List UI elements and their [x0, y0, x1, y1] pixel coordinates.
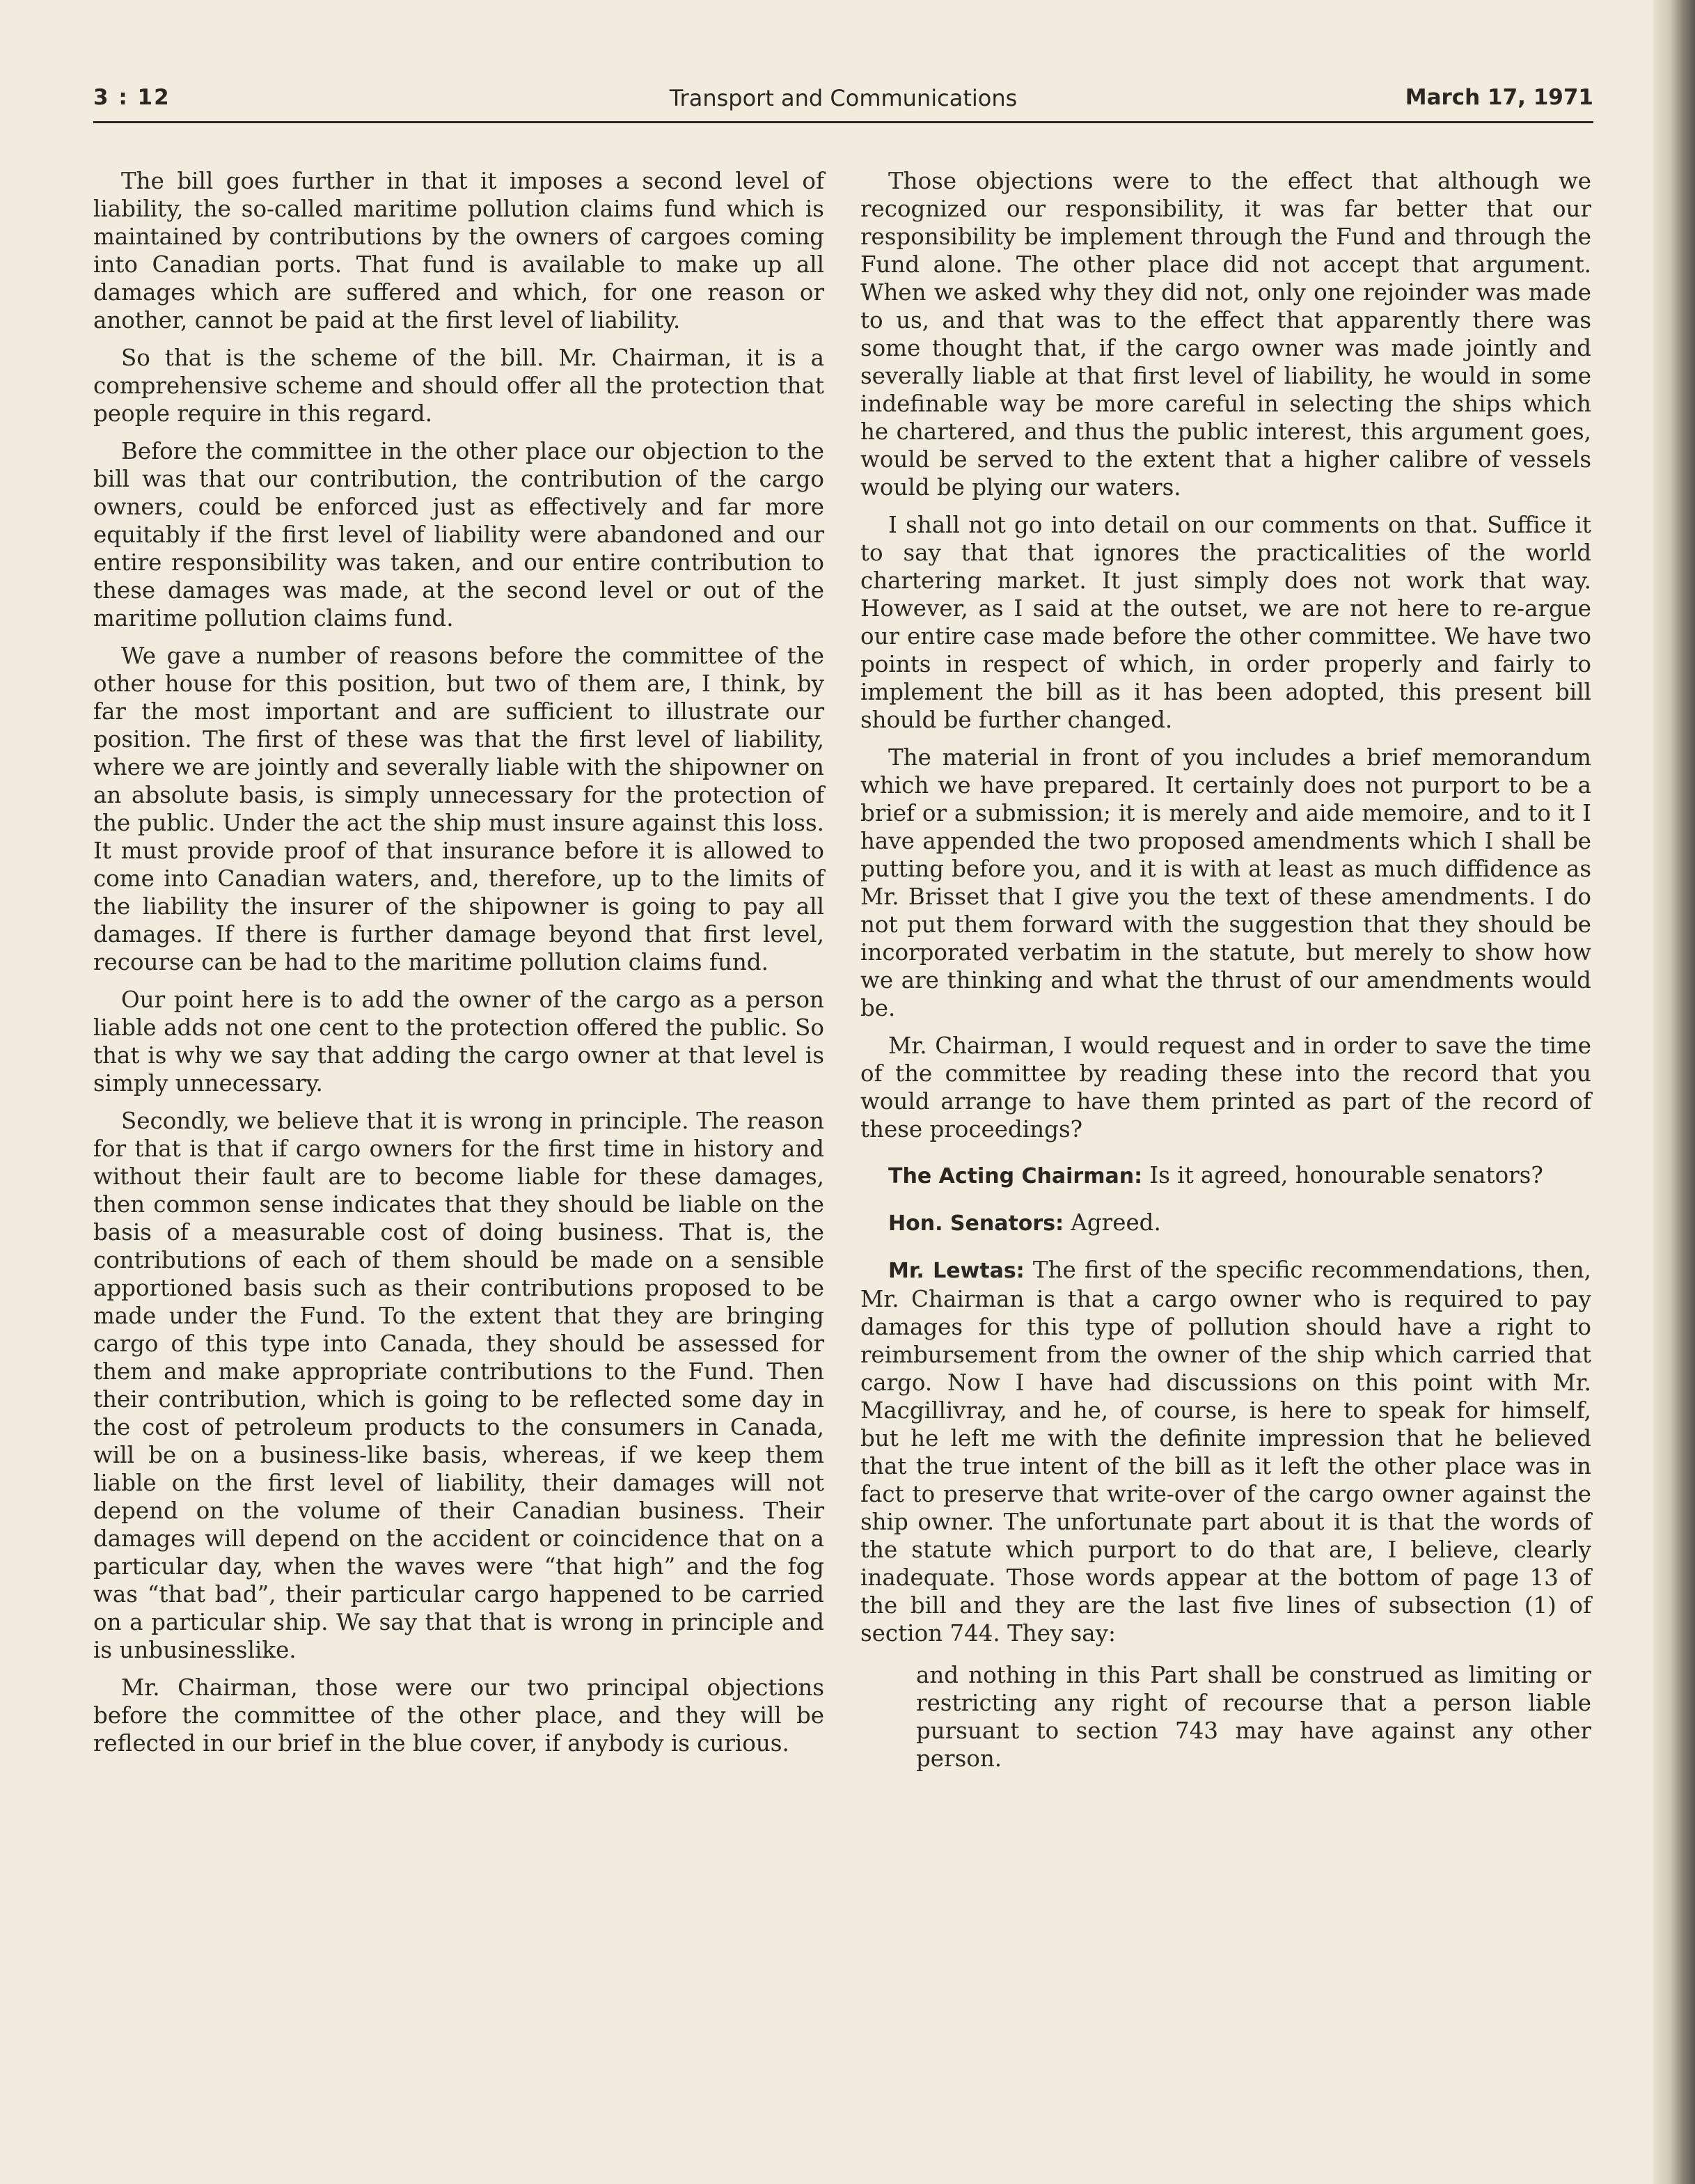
statute-quote: and nothing in this Part shall be construed as limiting or restricting any right of recourse that a person liable pursuant to section 743 may have against any other person. [916, 1662, 1591, 1772]
page-number: 3 : 12 [93, 85, 171, 110]
paragraph: Secondly, we believe that it is wrong in principle. The reason for that is that if cargo owners for the first time in history and without their fault are to become liable for these damages, then common sense indicates that they should be liable on the basis of a measurable cost of doing business. That is, the contributions of each of them should be made on a sensible apportioned basis such as their contributions proposed to be made under the Fund. To the extent that they are bringing cargo of this type into Canada, they should be assessed for them and make appropriate contributions to the Fund. Then their contribution, which is going to be reflected some day in the cost of petroleum products to the consumers in Canada, will be on a business-like basis, whereas, if we keep them liable on the first level of liability, their damages will not depend on the volume of their Canadian business. Their damages will depend on the accident or coincidence that on a particular day, when the waves were “that high” and the fog was “that bad”, their particular cargo happened to be carried on a particular ship. We say that that is wrong in principle and is unbusinesslike. [93, 1108, 824, 1663]
speech-text: The first of the specific recommendations, then, Mr. Chairman is that a cargo owner who is required to pay damages for this type of pollution should have a right to reimbursement from the owner of the ship which carried that cargo. Now I have had discussions on this point with Mr. Macgillivray, and he, of course, is here to speak for himself, but he left me with the definite impression that he believed that the true intent of the bill as it left the other place was in fact to preserve that write-over of the cargo owner against the ship owner. The unfortunate part about it is that the words of the statute which purport to do that are, I believe, clearly inadequate. Those words appear at the bottom of page 13 of the bill and they are the last five lines of subsection (1) of section 744. They say: [860, 1257, 1592, 1647]
speech-text: Is it agreed, honourable senators? [1142, 1162, 1543, 1188]
paragraph: Mr. Chairman, I would request and in order to save the time of the committee by reading these into the record that you would arrange to have them printed as part of the record of these proceedings? [860, 1032, 1591, 1142]
speaker-name: The Acting Chairman: [888, 1164, 1143, 1188]
paragraph: I shall not go into detail on our comments on that. Suffice it to say that that ignores the practicalities of the world chartering market. It just simply does not work that way. However, as I said at the outset, we are not here to re-argue our entire case made before the other committee. We have two points in respect of which, in order properly and fairly to implement the bill as it has been adopted, this present bill should be further changed. [860, 512, 1591, 733]
speaker-name: Mr. Lewtas: [888, 1259, 1025, 1283]
paragraph: The bill goes further in that it imposes a second level of liability, the so-called maritime pollution claims fund which is maintained by contributions by the owners of cargoes coming into Canadian ports. That fund is available to make up all damages which are suffered and which, for one reason or another, cannot be paid at the first level of liability. [93, 168, 824, 333]
speech-hon-senators [860, 1209, 1591, 1238]
page-header [93, 82, 1593, 123]
left-column [93, 167, 824, 1767]
paragraph: Our point here is to add the owner of the cargo as a person liable adds not one cent to the protection offered the public. So that is why we say that adding the cargo owner at that level is simply unnecessary. [93, 987, 824, 1097]
paragraph: Before the committee in the other place our objection to the bill was that our contribution, the contribution of the cargo owners, could be enforced just as effectively and far more equitably if the first level of liability were abandoned and our entire responsibility was taken, and our entire contribution to these damages was made, at the second level or out of the maritime pollution claims fund. [93, 438, 824, 631]
paragraph: So that is the scheme of the bill. Mr. Chairman, it is a comprehensive scheme and should offer all the protection that people require in this regard. [93, 345, 824, 427]
running-title: Transport and Communications [669, 85, 1018, 111]
speech-acting-chairman [860, 1161, 1591, 1191]
paragraph: Mr. Chairman, those were our two principal objections before the committee of the other place, and they will be reflected in our brief in the blue cover, if anybody is curious. [93, 1674, 824, 1757]
paragraph: Those objections were to the effect that although we recognized our responsibility, it was far better that our responsibility be implement through the Fund and through the Fund alone. The other place did not accept that argument. When we asked why they did not, only one rejoinder was made to us, and that was to the effect that apparently there was some thought that, if the cargo owner was made jointly and severally liable at that first level of liability, he would in some indefinable way be more careful in selecting the ships which he chartered, and thus the public interest, this argument goes, would be served to the extent that a higher calibre of vessels would be plying our waters. [860, 168, 1591, 501]
paragraph: The material in front of you includes a brief memorandum which we have prepared. It certainly does not purport to be a brief or a submission; it is merely and aide memoire, and to it I have appended the two proposed amendments which I shall be putting before you, and it is with at least as much diffidence as Mr. Brisset that I give you the text of these amendments. I do not put them forward with the suggestion that they should be incorporated verbatim in the statute, but merely to show how we are thinking and what the thrust of our amendments would be. [860, 744, 1591, 1021]
right-column [860, 167, 1591, 1773]
speaker-name: Hon. Senators: [888, 1211, 1064, 1236]
paragraph: We gave a number of reasons before the committee of the other house for this position, but two of them are, I think, by far the most important and are sufficient to illustrate our position. The first of these was that the first level of liability, where we are jointly and severally liable with the shipowner on an absolute basis, is simply unnecessary for the protection of the public. Under the act the ship must insure against this loss. It must provide proof of that insurance before it is allowed to come into Canadian waters, and, therefore, up to the limits of the liability the insurer of the shipowner is going to pay all damages. If there is further damage beyond that first level, recourse can be had to the maritime pollution claims fund. [93, 643, 824, 975]
page-edge-shadow [1653, 0, 1695, 2184]
page-date: March 17, 1971 [1405, 85, 1593, 110]
speech-lewtas [860, 1256, 1591, 1647]
speech-text: Agreed. [1064, 1209, 1161, 1236]
